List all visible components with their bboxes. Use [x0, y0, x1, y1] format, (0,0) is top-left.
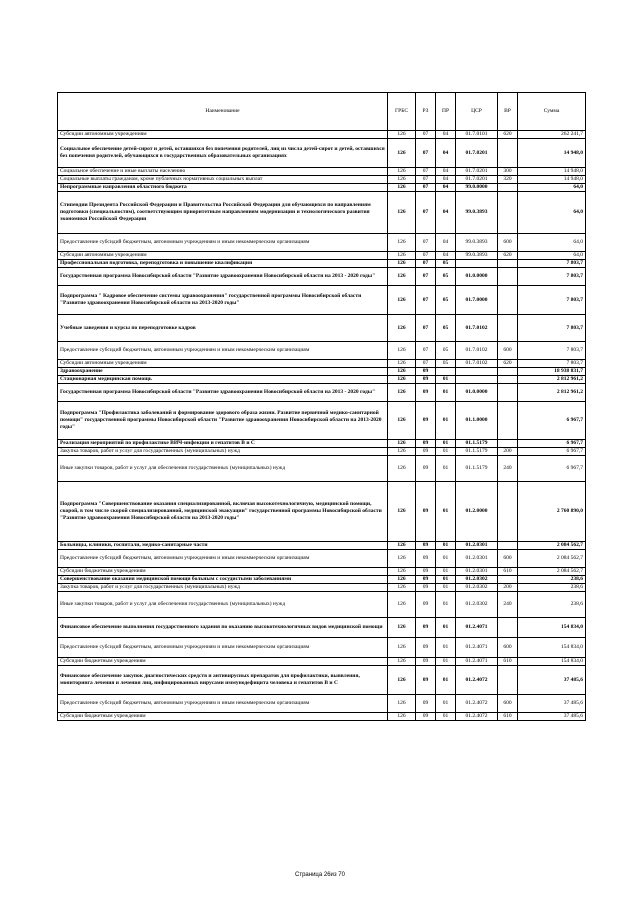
cell-grbs: 126 — [388, 658, 416, 666]
cell-csr: 01.2.0302 — [456, 584, 498, 592]
cell-grbs: 126 — [388, 592, 416, 618]
header-name: Наименование — [58, 93, 388, 131]
cell-grbs: 126 — [388, 260, 416, 268]
table-row — [58, 260, 586, 268]
cell-grbs: 126 — [388, 252, 416, 260]
header-sum: Сумма — [518, 93, 586, 131]
cell-pr: 05 — [436, 360, 456, 368]
cell-grbs: 126 — [388, 376, 416, 384]
cell-sum: 2 760 890,0 — [518, 482, 586, 542]
cell-vr — [498, 402, 518, 440]
cell-name: Здравоохранение — [58, 368, 388, 376]
cell-rz: 09 — [416, 576, 436, 584]
cell-rz: 07 — [416, 192, 436, 234]
cell-pr: 01 — [436, 695, 456, 713]
cell-rz: 07 — [416, 234, 436, 252]
table-row — [58, 376, 586, 384]
cell-vr: 600 — [498, 695, 518, 713]
cell-sum: 7 803,7 — [518, 342, 586, 360]
cell-csr: 99.0.3893 — [456, 192, 498, 234]
cell-vr: 610 — [498, 713, 518, 721]
table-row — [58, 440, 586, 448]
cell-vr: 320 — [498, 176, 518, 184]
cell-rz: 09 — [416, 666, 436, 695]
cell-vr — [498, 315, 518, 342]
cell-vr: 600 — [498, 550, 518, 568]
cell-sum: 64,0 — [518, 234, 586, 252]
cell-rz: 07 — [416, 260, 436, 268]
cell-csr: 01.2.0301 — [456, 550, 498, 568]
cell-grbs: 126 — [388, 184, 416, 192]
cell-pr: 01 — [436, 713, 456, 721]
table-row — [58, 482, 586, 542]
cell-sum: 154 834,0 — [518, 618, 586, 638]
cell-vr: 300 — [498, 168, 518, 176]
table-row — [58, 315, 586, 342]
cell-rz: 09 — [416, 368, 436, 376]
cell-name: Социальные выплаты гражданам, кроме публичных нормативных социальных выплат — [58, 176, 388, 184]
cell-name: Стипендии Президента Российской Федерации и Правительства Российской Федерации для обучающихся по направлениям подготовки (специальностям), соответствующим приоритетным направлениям модернизации и технологического развития экономики Российской Федерации — [58, 192, 388, 234]
cell-grbs: 126 — [388, 192, 416, 234]
header-rz: РЗ — [416, 93, 436, 131]
cell-rz: 07 — [416, 184, 436, 192]
cell-name: Предоставление субсидий бюджетным, автономным учреждениям и иным некоммерческим организациям — [58, 342, 388, 360]
cell-vr — [498, 618, 518, 638]
cell-sum: 262 241,7 — [518, 131, 586, 139]
table-row — [58, 368, 586, 376]
cell-csr — [456, 376, 498, 384]
cell-csr: 01.2.4071 — [456, 638, 498, 658]
cell-vr: 620 — [498, 360, 518, 368]
cell-grbs: 126 — [388, 176, 416, 184]
cell-pr: 04 — [436, 168, 456, 176]
cell-name: Предоставление субсидий бюджетным, автономным учреждениям и иным некоммерческим организациям — [58, 234, 388, 252]
cell-rz: 09 — [416, 584, 436, 592]
cell-grbs: 126 — [388, 384, 416, 402]
cell-pr: 01 — [436, 376, 456, 384]
cell-name: Предоставление субсидий бюджетным, автономным учреждениям и иным некоммерческим организациям — [58, 695, 388, 713]
cell-name: Предоставление субсидий бюджетным, автономным учреждениям и иным некоммерческим организациям — [58, 638, 388, 658]
cell-vr: 240 — [498, 456, 518, 482]
cell-vr — [498, 576, 518, 584]
table-row — [58, 638, 586, 658]
cell-name: Предоставление субсидий бюджетным, автономным учреждениям и иным некоммерческим организациям — [58, 550, 388, 568]
cell-rz: 07 — [416, 252, 436, 260]
cell-csr: 01.7.0201 — [456, 176, 498, 184]
cell-sum: 7 803,7 — [518, 315, 586, 342]
table-row — [58, 592, 586, 618]
cell-csr: 01.1.5179 — [456, 456, 498, 482]
cell-rz: 09 — [416, 550, 436, 568]
cell-grbs: 126 — [388, 584, 416, 592]
cell-name: Больницы, клиники, госпитали, медико-санитарные части — [58, 542, 388, 550]
cell-rz: 07 — [416, 168, 436, 176]
cell-grbs: 126 — [388, 568, 416, 576]
cell-rz: 07 — [416, 131, 436, 139]
table-row — [58, 713, 586, 721]
cell-pr: 04 — [436, 252, 456, 260]
cell-csr: 01.7.0102 — [456, 360, 498, 368]
cell-grbs: 126 — [388, 360, 416, 368]
header-pr: ПР — [436, 93, 456, 131]
table-row — [58, 402, 586, 440]
table-row — [58, 658, 586, 666]
cell-csr: 01.0.0000 — [456, 384, 498, 402]
cell-vr — [498, 192, 518, 234]
table-row — [58, 666, 586, 695]
table-header-row — [58, 93, 586, 131]
cell-sum: 64,0 — [518, 184, 586, 192]
cell-name: Профессиональная подготовка, переподготовка и повышение квалификации — [58, 260, 388, 268]
table-row — [58, 131, 586, 139]
cell-vr: 600 — [498, 342, 518, 360]
cell-name: Государственная программа Новосибирской области "Развитие здравоохранения Новосибирской области на 2013 - 2020 годы" — [58, 268, 388, 286]
cell-name: Стационарная медицинская помощь — [58, 376, 388, 384]
cell-csr: 01.2.0301 — [456, 542, 498, 550]
cell-grbs: 126 — [388, 638, 416, 658]
cell-csr — [456, 368, 498, 376]
cell-pr: 01 — [436, 568, 456, 576]
cell-name: Финансовое обеспечение закупок диагностических средств и антивирусных препаратов для профилактики, выявления, мониторинга лечения и лечения лиц, инфицированных вирусами иммунодефицита человека и гепатитов B и C — [58, 666, 388, 695]
cell-rz: 09 — [416, 695, 436, 713]
cell-sum: 18 938 831,7 — [518, 368, 586, 376]
table-row — [58, 192, 586, 234]
table-row — [58, 542, 586, 550]
cell-sum: 7 803,7 — [518, 268, 586, 286]
cell-csr: 01.7.0102 — [456, 342, 498, 360]
cell-name: Непрограммные направления областного бюджета — [58, 184, 388, 192]
cell-name: Субсидии бюджетным учреждениям — [58, 658, 388, 666]
cell-csr: 01.2.4072 — [456, 666, 498, 695]
cell-sum: 64,0 — [518, 252, 586, 260]
table-row — [58, 384, 586, 402]
cell-pr: 01 — [436, 550, 456, 568]
cell-csr — [456, 260, 498, 268]
cell-grbs: 126 — [388, 576, 416, 584]
cell-sum: 6 967,7 — [518, 440, 586, 448]
cell-rz: 09 — [416, 618, 436, 638]
cell-name: Социальное обеспечение и иные выплаты населению — [58, 168, 388, 176]
cell-sum: 37 485,6 — [518, 695, 586, 713]
cell-sum: 154 834,0 — [518, 658, 586, 666]
cell-vr: 240 — [498, 592, 518, 618]
table-row — [58, 448, 586, 456]
cell-vr: 620 — [498, 131, 518, 139]
cell-name: Социальное обеспечение детей-сирот и детей, оставшихся без попечения родителей, лиц из числа детей-сирот и детей, оставшихся без попечения родителей, обучающихся в государственных образовательных организациях — [58, 139, 388, 168]
cell-pr: 04 — [436, 176, 456, 184]
cell-name: Подпрограмма "Профилактика заболеваний и формирование здорового образа жизни. Развитие первичной медико-санитарной помощи" государственной программы Новосибирской области "Развитие здравоохранения Новосибирской области на 2013-2020 годы" — [58, 402, 388, 440]
cell-csr: 99.0.3893 — [456, 252, 498, 260]
header-vr: ВР — [498, 93, 518, 131]
cell-rz: 09 — [416, 568, 436, 576]
cell-pr: 04 — [436, 131, 456, 139]
cell-grbs: 126 — [388, 456, 416, 482]
cell-sum: 154 834,0 — [518, 638, 586, 658]
table-row — [58, 456, 586, 482]
cell-sum: 2 084 562,7 — [518, 550, 586, 568]
cell-sum: 37 485,6 — [518, 713, 586, 721]
cell-pr: 01 — [436, 576, 456, 584]
cell-sum: 14 948,0 — [518, 139, 586, 168]
cell-sum: 2 084 562,7 — [518, 568, 586, 576]
cell-vr: 620 — [498, 252, 518, 260]
cell-csr: 01.7.0000 — [456, 286, 498, 315]
cell-sum: 2 812 961,2 — [518, 384, 586, 402]
cell-vr — [498, 184, 518, 192]
cell-name: Иные закупки товаров, работ и услуг для обеспечения государственных (муниципальных) нужд — [58, 456, 388, 482]
cell-rz: 09 — [416, 482, 436, 542]
cell-name: Иные закупки товаров, работ и услуг для обеспечения государственных (муниципальных) нужд — [58, 592, 388, 618]
cell-grbs: 126 — [388, 402, 416, 440]
cell-grbs: 126 — [388, 695, 416, 713]
cell-pr: 04 — [436, 139, 456, 168]
cell-grbs: 126 — [388, 440, 416, 448]
cell-csr: 01.2.4071 — [456, 618, 498, 638]
cell-sum: 238,6 — [518, 576, 586, 584]
table-row — [58, 618, 586, 638]
page-footer: Страница 26из 70 — [295, 872, 345, 878]
cell-name: Реализация мероприятий по профилактике ВИЧ-инфекции и гепатитов B и C — [58, 440, 388, 448]
cell-pr: 01 — [436, 658, 456, 666]
cell-sum: 2 812 961,2 — [518, 376, 586, 384]
cell-rz: 09 — [416, 713, 436, 721]
cell-sum: 7 803,7 — [518, 360, 586, 368]
cell-vr: 610 — [498, 568, 518, 576]
cell-rz: 07 — [416, 342, 436, 360]
cell-grbs: 126 — [388, 168, 416, 176]
cell-csr: 01.0.0000 — [456, 268, 498, 286]
cell-name: Подпрограмма "Совершенствование оказания специализированной, включая высокотехнологичную, медицинской помощи, скорой, в том числе скорой специализированной, медицинской эвакуации" государственной программы Новосибирской области "Развитие здравоохранения Новосибирской области на 2013-2020 годы" — [58, 482, 388, 542]
cell-csr: 01.2.0302 — [456, 592, 498, 618]
cell-name: Субсидии бюджетным учреждениям — [58, 568, 388, 576]
cell-vr — [498, 384, 518, 402]
cell-sum: 64,0 — [518, 192, 586, 234]
cell-pr: 01 — [436, 666, 456, 695]
cell-pr: 01 — [436, 584, 456, 592]
cell-pr: 01 — [436, 592, 456, 618]
cell-csr: 01.2.0302 — [456, 576, 498, 584]
cell-pr: 01 — [436, 482, 456, 542]
cell-grbs: 126 — [388, 482, 416, 542]
cell-vr: 200 — [498, 448, 518, 456]
cell-grbs: 126 — [388, 234, 416, 252]
cell-pr: 01 — [436, 456, 456, 482]
table-row — [58, 252, 586, 260]
cell-grbs: 126 — [388, 286, 416, 315]
cell-sum: 6 967,7 — [518, 448, 586, 456]
table-row — [58, 342, 586, 360]
cell-csr: 99.0.3893 — [456, 234, 498, 252]
cell-grbs: 126 — [388, 315, 416, 342]
cell-name: Закупка товаров, работ и услуг для государственных (муниципальных) нужд — [58, 448, 388, 456]
cell-csr: 01.7.0102 — [456, 315, 498, 342]
cell-rz: 07 — [416, 360, 436, 368]
cell-sum: 6 967,7 — [518, 402, 586, 440]
table-row — [58, 139, 586, 168]
cell-name: Субсидии бюджетным учреждениям — [58, 713, 388, 721]
cell-pr: 05 — [436, 315, 456, 342]
cell-csr: 01.1.5179 — [456, 448, 498, 456]
cell-grbs: 126 — [388, 542, 416, 550]
cell-grbs: 126 — [388, 268, 416, 286]
cell-csr: 01.2.4072 — [456, 695, 498, 713]
cell-name: Субсидии автономным учреждениям — [58, 360, 388, 368]
cell-vr: 200 — [498, 584, 518, 592]
cell-grbs: 126 — [388, 368, 416, 376]
cell-pr: 05 — [436, 268, 456, 286]
cell-rz: 07 — [416, 315, 436, 342]
cell-name: Государственная программа Новосибирской области "Развитие здравоохранения Новосибирской области на 2013 - 2020 годы" — [58, 384, 388, 402]
cell-rz: 07 — [416, 286, 436, 315]
cell-pr: 05 — [436, 286, 456, 315]
cell-vr — [498, 376, 518, 384]
cell-vr — [498, 542, 518, 550]
table-row — [58, 286, 586, 315]
cell-rz: 09 — [416, 638, 436, 658]
cell-rz: 09 — [416, 376, 436, 384]
cell-name: Подпрограмма " Кадровое обеспечение системы здравоохранения" государственной программы Новосибирской области "Развитие здравоохранения Новосибирской области на 2013-2020 годы" — [58, 286, 388, 315]
cell-sum: 14 948,0 — [518, 176, 586, 184]
cell-rz: 09 — [416, 542, 436, 550]
header-grbs: ГРБС — [388, 93, 416, 131]
cell-sum: 7 803,7 — [518, 286, 586, 315]
cell-grbs: 126 — [388, 666, 416, 695]
cell-vr — [498, 440, 518, 448]
cell-csr: 01.1.5179 — [456, 440, 498, 448]
cell-vr — [498, 482, 518, 542]
cell-vr: 610 — [498, 658, 518, 666]
table-row — [58, 176, 586, 184]
header-csr: ЦСР — [456, 93, 498, 131]
cell-csr: 01.7.0101 — [456, 131, 498, 139]
cell-sum: 6 967,7 — [518, 456, 586, 482]
cell-vr — [498, 268, 518, 286]
cell-grbs: 126 — [388, 139, 416, 168]
cell-grbs: 126 — [388, 618, 416, 638]
cell-rz: 09 — [416, 448, 436, 456]
cell-grbs: 126 — [388, 550, 416, 568]
cell-csr: 01.2.4071 — [456, 658, 498, 666]
cell-csr: 01.2.0301 — [456, 568, 498, 576]
cell-pr: 01 — [436, 384, 456, 402]
cell-rz: 09 — [416, 592, 436, 618]
table-row — [58, 584, 586, 592]
cell-vr — [498, 139, 518, 168]
cell-rz: 09 — [416, 402, 436, 440]
cell-vr — [498, 666, 518, 695]
cell-name: Субсидии автономным учреждениям — [58, 252, 388, 260]
cell-grbs: 126 — [388, 448, 416, 456]
table-row — [58, 695, 586, 713]
cell-rz: 09 — [416, 456, 436, 482]
cell-rz: 07 — [416, 268, 436, 286]
cell-sum: 37 485,6 — [518, 666, 586, 695]
cell-name: Субсидии автономным учреждениям — [58, 131, 388, 139]
table-row — [58, 184, 586, 192]
cell-csr: 99.0.0000 — [456, 184, 498, 192]
cell-rz: 07 — [416, 139, 436, 168]
cell-vr — [498, 286, 518, 315]
cell-csr: 01.1.0000 — [456, 402, 498, 440]
cell-grbs: 126 — [388, 342, 416, 360]
cell-grbs: 126 — [388, 131, 416, 139]
cell-pr: 01 — [436, 542, 456, 550]
cell-name: Учебные заведения и курсы по переподготовке кадров — [58, 315, 388, 342]
cell-pr: 05 — [436, 260, 456, 268]
cell-sum: 2 084 562,7 — [518, 542, 586, 550]
table-row — [58, 168, 586, 176]
budget-table — [57, 92, 586, 721]
cell-pr: 04 — [436, 234, 456, 252]
cell-pr: 01 — [436, 402, 456, 440]
cell-csr: 01.2.4072 — [456, 713, 498, 721]
cell-pr: 01 — [436, 448, 456, 456]
cell-name: Финансовое обеспечение выполнения государственного задания по оказанию высокотехнологичных видов медицинской помощи — [58, 618, 388, 638]
table-body — [58, 131, 586, 721]
cell-rz: 09 — [416, 440, 436, 448]
cell-sum: 238,6 — [518, 584, 586, 592]
cell-csr: 01.7.0201 — [456, 168, 498, 176]
cell-sum: 14 948,0 — [518, 168, 586, 176]
cell-rz: 09 — [416, 384, 436, 402]
cell-vr: 600 — [498, 234, 518, 252]
cell-rz: 09 — [416, 658, 436, 666]
table-row — [58, 568, 586, 576]
cell-pr: 04 — [436, 184, 456, 192]
cell-pr: 05 — [436, 342, 456, 360]
cell-vr: 600 — [498, 638, 518, 658]
cell-pr: 01 — [436, 618, 456, 638]
cell-pr — [436, 368, 456, 376]
cell-pr: 01 — [436, 440, 456, 448]
cell-sum: 7 803,7 — [518, 260, 586, 268]
cell-rz: 07 — [416, 176, 436, 184]
budget-sheet — [57, 92, 585, 721]
cell-vr — [498, 260, 518, 268]
cell-pr: 01 — [436, 638, 456, 658]
table-row — [58, 576, 586, 584]
table-row — [58, 550, 586, 568]
cell-csr: 01.2.0000 — [456, 482, 498, 542]
cell-name: Совершенствование оказания медицинской помощи больным с сосудистыми заболеваниями — [58, 576, 388, 584]
cell-grbs: 126 — [388, 713, 416, 721]
table-row — [58, 234, 586, 252]
cell-pr: 04 — [436, 192, 456, 234]
cell-vr — [498, 368, 518, 376]
cell-name: Закупка товаров, работ и услуг для государственных (муниципальных) нужд — [58, 584, 388, 592]
table-row — [58, 268, 586, 286]
cell-csr: 01.7.0201 — [456, 139, 498, 168]
table-row — [58, 360, 586, 368]
cell-sum: 238,6 — [518, 592, 586, 618]
